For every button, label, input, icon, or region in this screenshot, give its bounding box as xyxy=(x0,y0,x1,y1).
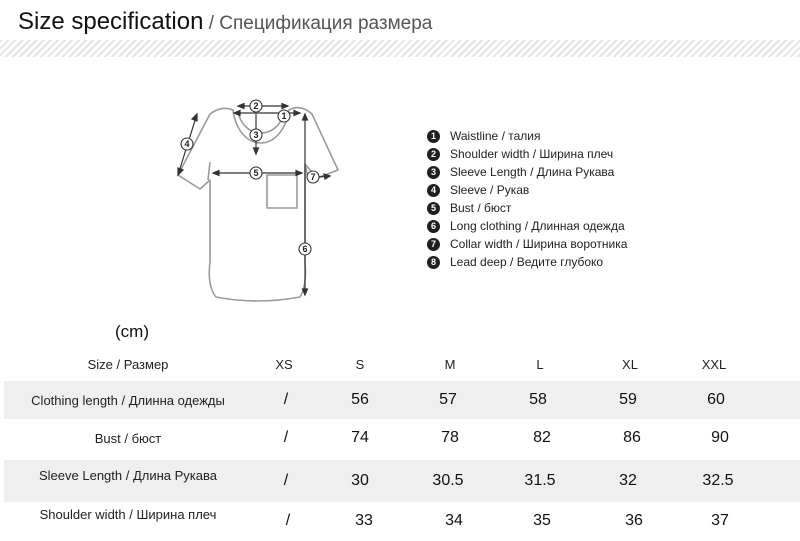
legend-number-badge: 8 xyxy=(427,256,440,269)
legend-label: Shoulder width / Ширина плеч xyxy=(450,147,614,161)
table-header-cell: L xyxy=(536,356,544,372)
legend-number-badge: 4 xyxy=(427,184,440,197)
page-title-separator: / xyxy=(203,13,220,34)
table-cell: 32 xyxy=(619,472,637,489)
diagram-marker-4 xyxy=(181,138,193,150)
page-title xyxy=(18,8,432,36)
table-cell: 35 xyxy=(533,511,551,529)
svg-text:3: 3 xyxy=(253,130,259,140)
legend-label: Lead deep / Ведите глубоко xyxy=(450,255,604,269)
table-cell: 30.5 xyxy=(432,472,464,489)
legend-label: Sleeve Length / Длина Рукава xyxy=(450,165,615,179)
legend-number-badge: 2 xyxy=(427,148,440,161)
table-cell: 86 xyxy=(623,429,641,446)
svg-text:1: 1 xyxy=(281,111,287,121)
table-cell: 58 xyxy=(529,391,547,408)
table-header-cell: S xyxy=(355,356,365,372)
table-cell: / xyxy=(285,511,291,529)
table-cell: 31.5 xyxy=(524,472,556,489)
legend-number-badge: 7 xyxy=(427,238,440,251)
table-cell: 56 xyxy=(351,391,369,408)
table-cell: 36 xyxy=(625,511,643,529)
table-cell: 59 xyxy=(619,391,637,408)
table-cell: 33 xyxy=(355,511,373,529)
table-cell: 82 xyxy=(533,429,551,446)
legend-number-badge: 5 xyxy=(427,202,440,215)
table-header-cell: XL xyxy=(622,356,638,372)
legend-item xyxy=(427,127,627,145)
legend-number-badge: 3 xyxy=(427,166,440,179)
table-cell: 32.5 xyxy=(702,472,734,489)
table-header-row xyxy=(4,348,800,380)
svg-text:6: 6 xyxy=(302,244,308,254)
table-cell: / xyxy=(283,429,289,446)
legend-item xyxy=(427,235,627,253)
table-row-label: Shoulder width / Ширина плеч xyxy=(39,507,217,522)
legend-number-badge: 6 xyxy=(427,220,440,233)
table-row-label: Clothing length / Длинна одежды xyxy=(31,392,225,408)
table-row xyxy=(4,419,800,457)
page-title-english: Size specification xyxy=(18,8,204,35)
table-header-cell: Size / Размер xyxy=(87,356,169,372)
legend-label: Waistline / талия xyxy=(450,129,541,143)
svg-text:7: 7 xyxy=(310,172,316,182)
measurement-legend xyxy=(427,127,627,271)
table-cell: 60 xyxy=(707,391,725,408)
table-cell: 34 xyxy=(445,511,463,529)
table-cell: 78 xyxy=(441,429,459,446)
table-cell: / xyxy=(283,472,289,489)
table-cell: 37 xyxy=(711,511,729,529)
diagram-marker-1 xyxy=(278,110,290,122)
table-cell: 90 xyxy=(711,429,729,446)
table-row xyxy=(4,460,800,502)
legend-label: Collar width / Ширина воротника xyxy=(450,237,628,251)
table-header-cell: M xyxy=(444,356,456,372)
legend-number-badge: 1 xyxy=(427,130,440,143)
header-divider-stripe xyxy=(0,40,800,57)
table-header-cell: XXL xyxy=(701,356,727,372)
diagram-marker-6 xyxy=(299,243,311,255)
page-title-russian: Спецификация размера xyxy=(219,13,433,34)
legend-item xyxy=(427,181,627,199)
diagram-marker-3 xyxy=(250,129,262,141)
svg-text:2: 2 xyxy=(253,101,259,111)
table-row-label: Bust / бюст xyxy=(94,430,162,446)
legend-item xyxy=(427,163,627,181)
table-cell: / xyxy=(283,391,289,408)
table-header-cell: XS xyxy=(275,356,293,372)
legend-item xyxy=(427,253,627,271)
table-cell: 57 xyxy=(439,391,457,408)
table-row xyxy=(4,502,800,539)
diagram-markers xyxy=(181,100,319,255)
legend-item xyxy=(427,145,627,163)
legend-label: Bust / бюст xyxy=(450,201,512,215)
table-cell: 30 xyxy=(351,472,369,489)
legend-label: Sleeve / Рукав xyxy=(450,183,530,197)
diagram-marker-5 xyxy=(250,167,262,179)
svg-text:5: 5 xyxy=(253,168,259,178)
table-row-label: Sleeve Length / Длина Рукава xyxy=(39,468,217,483)
table-unit-label: (cm) xyxy=(115,322,149,341)
legend-item xyxy=(427,217,627,235)
legend-label: Long clothing / Длинная одежда xyxy=(450,219,625,233)
legend-item xyxy=(427,199,627,217)
svg-text:4: 4 xyxy=(184,139,190,149)
table-cell: 74 xyxy=(351,429,369,446)
diagram-marker-7 xyxy=(307,171,319,183)
diagram-marker-2 xyxy=(250,100,262,112)
tshirt-measurement-diagram xyxy=(170,92,340,306)
table-row xyxy=(4,381,800,419)
